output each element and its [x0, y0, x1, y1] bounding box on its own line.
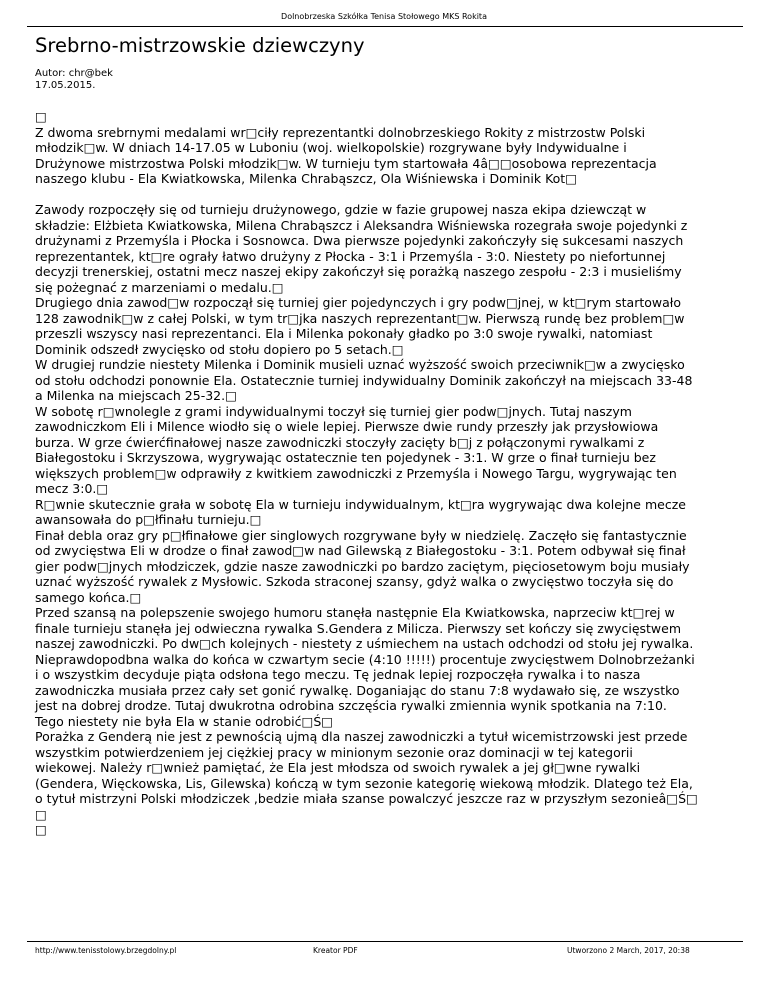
article-line: Z dwoma srebrnymi medalami wr□ciły reprezentantki dolnobrzeskiego Rokity z mistrzostw Polski — [35, 124, 646, 140]
article-line: □ — [35, 822, 47, 837]
page-header: Dolnobrzeska Szkółka Tenisa Stołowego MKS Rokita — [281, 12, 487, 21]
article-line: finale turnieju stanęła jej odwieczna rywalka S.Gendera z Milicza. Pierwszy set kończy się zwycięstwem — [35, 620, 682, 636]
article-line: □ — [35, 806, 47, 822]
article-date: 17.05.2015. — [35, 80, 96, 91]
article-line: naszej zawodniczki. Po dw□ch kolejnych - niestety z uśmiechem na ustach odchodzi od stołu jej rywalka. — [35, 636, 694, 651]
article-line: awansowała do p□łfinału turnieju.□ — [35, 512, 262, 527]
article-line: wszystkim potwierdzeniem jej ciężkiej pracy w minionym sezonie oraz dominacji w tej kategorii — [35, 744, 633, 760]
article-line: Zawody rozpoczęły się od turnieju drużynowego, gdzie w fazie grupowej nasza ekipa dziewcząt w — [35, 202, 647, 217]
article-line: drużynami z Przemyśla i Płocka i Sosnowca. Dwa pierwsze pojedynki zakończyły się sukcesami naszych — [35, 233, 684, 248]
article-line: Przed szansą na polepszenie swojego humoru stanęła następnie Ela Kwiatkowska, naprzeciw kt□rej w — [35, 605, 675, 620]
article-line: od zwycięstwa Eli w drodze o finał zawod□w nad Gilewską z Białegostoku - 3:1. Potem odbywał się finał — [35, 543, 686, 558]
article-line: samego końca.□ — [35, 589, 142, 605]
article-body — [35, 109, 735, 838]
article-line: burza. W grze ćwierćfinałowej nasze zawodniczki stoczyły zacięty b□j z połączonymi rywalkami z — [35, 434, 645, 450]
article-line: wiekowej. Należy r□wnież pamiętać, że Ela jest młodsza od swoich rywalek a jej gł□wne rywalki — [35, 760, 641, 775]
article-line: mecz 3:0.□ — [35, 481, 109, 496]
article-line: od stołu odchodzi ponownie Ela. Ostatecznie turniej indywidualny Dominik zakończył na miejscach 33-48 — [35, 372, 693, 388]
article-line: Dominik odszedł zwycięsko od stołu dopiero po 5 setach.□ — [35, 341, 404, 357]
article-line: o tytuł mistrzyni Polski młodziczek ,bedzie miała szanse powalczyć jeszcze raz w przyszłym sezonieâ□Ś□ — [35, 791, 698, 806]
article-line: a Milenka na miejscach 25-32.□ — [35, 388, 237, 403]
article-line: R□wnie skutecznie grała w sobotę Ela w turnieju indywidualnym, kt□ra wygrywając dwa kolejne mecze — [35, 496, 686, 512]
article-line: W drugiej rundzie niestety Milenka i Dominik musieli uznać wyższość swoich przeciwnik□w a zwycięsko — [35, 357, 685, 372]
article-title: Srebrno-mistrzowskie dziewczyny — [35, 34, 365, 57]
footer-created: Utworzono 2 March, 2017, 20:38 — [567, 946, 690, 955]
article-line: W sobotę r□wnolegle z grami indywidualnymi toczył się turniej gier podw□jnych. Tutaj naszym — [35, 403, 632, 419]
article-line: Finał debla oraz gry p□łfinałowe gier singlowych rozgrywane były w niedzielę. Zaczęło się fantastycznie — [35, 527, 687, 543]
article-line — [35, 187, 735, 203]
article-line: zawodniczka musiała przez cały set gonić rywalkę. Doganiając do stanu 7:8 wydawało się, ze wszystko — [35, 682, 680, 698]
article-line: decyzji trenerskiej, ostatni mecz naszej ekipy zakończył się porażką naszego zespołu - 2:3 i musieliśmy — [35, 264, 682, 279]
footer-url: http://www.tenisstolowy.brzegdolny.pl — [35, 946, 177, 955]
article-line: się pożegnać z marzeniami o medalu.□ — [35, 279, 284, 295]
article-line: □ — [35, 109, 47, 124]
article-line: Tego niestety nie była Ela w stanie odrobić□Ś□ — [35, 713, 334, 729]
article-line: większych problem□w odprawiły z kwitkiem zawodniczki z Przemyśla i Nowego Targu, wygrywając ten — [35, 465, 677, 481]
article-line: Białegostoku i Skrzyszowa, wygrywając ostatecznie ten pojedynek - 3:1. W grze o finał turnieju bez — [35, 450, 656, 465]
article-line: reprezentantek, kt□re ograły łatwo drużyny z Płocka - 3:1 i Przemyśla - 3:0. Niestety po niefortunnej — [35, 248, 666, 264]
article-line: uznać wyższość rywalek z Mysłowic. Szkoda straconej szansy, gdyż walka o zwycięstwo toczyła się do — [35, 574, 674, 589]
article-line: Nieprawdopodbna walka do końca w czwartym secie (4:10 !!!!!) procentuje zwycięstwem Dolnobrzeżanki — [35, 651, 695, 667]
article-line: i o wszystkim decyduje piąta odsłona tego meczu. Tę jednak lepiej rozpoczęła rywalka i to nasza — [35, 667, 641, 682]
article-line: Drugiego dnia zawod□w rozpoczął się turniej gier pojedynczych i gry podw□jnej, w kt□rym startowało — [35, 295, 681, 310]
article-line: przeszli wszyscy nasi reprezentanci. Ela i Milenka pokonały gładko po 3:0 swoje rywalki, natomiast — [35, 326, 653, 341]
article-meta — [35, 68, 113, 92]
author-line: Autor: chr@bek — [35, 68, 113, 79]
footer-generator: Kreator PDF — [313, 946, 358, 955]
article-line: jest na dobrej drodze. Tutaj dwukrotna odrobina szczęścia rywalki zmiennia wynik spotkania na 7:10. — [35, 698, 667, 713]
article-line: naszego klubu - Ela Kwiatkowska, Milenka Chrabąszcz, Ola Wiśniewska i Dominik Kot□ — [35, 171, 578, 186]
article-line: Porażka z Genderą nie jest z pewnością ujmą dla naszej zawodniczki a tytuł wicemistrzowski jest przede — [35, 729, 688, 744]
header-divider — [27, 26, 743, 27]
article-line: (Gendera, Więckowska, Lis, Gilewska) kończą w tym sezonie kategorię wiekową młodzik. Dlatego też Ela, — [35, 775, 693, 791]
article-line: gier podw□jnych młodziczek, gdzie nasze zawodniczki po bardzo zaciętym, pięciosetowym boju musiały — [35, 558, 690, 574]
article-line: Drużynowe mistrzostwa Polski młodzik□w. W turnieju tym startowała 4â□□osobowa reprezentacja — [35, 155, 657, 171]
footer-divider — [27, 941, 743, 942]
article-line: składzie: Elżbieta Kwiatkowska, Milena Chrabąszcz i Aleksandra Wiśniewska rozegrała swoje pojedynki z — [35, 217, 688, 233]
article-line: 128 zawodnik□w z całej Polski, w tym tr□jka naszych reprezentant□w. Pierwszą rundę bez problem□w — [35, 310, 685, 326]
article-line: młodzik□w. W dniach 14-17.05 w Luboniu (woj. wielkopolskie) rozgrywane były Indywidualne i — [35, 140, 627, 155]
article-line: zawodniczkom Eli i Milence wiodło się o wiele lepiej. Pierwsze dwie rundy przeszły jak przysłowiowa — [35, 419, 659, 434]
